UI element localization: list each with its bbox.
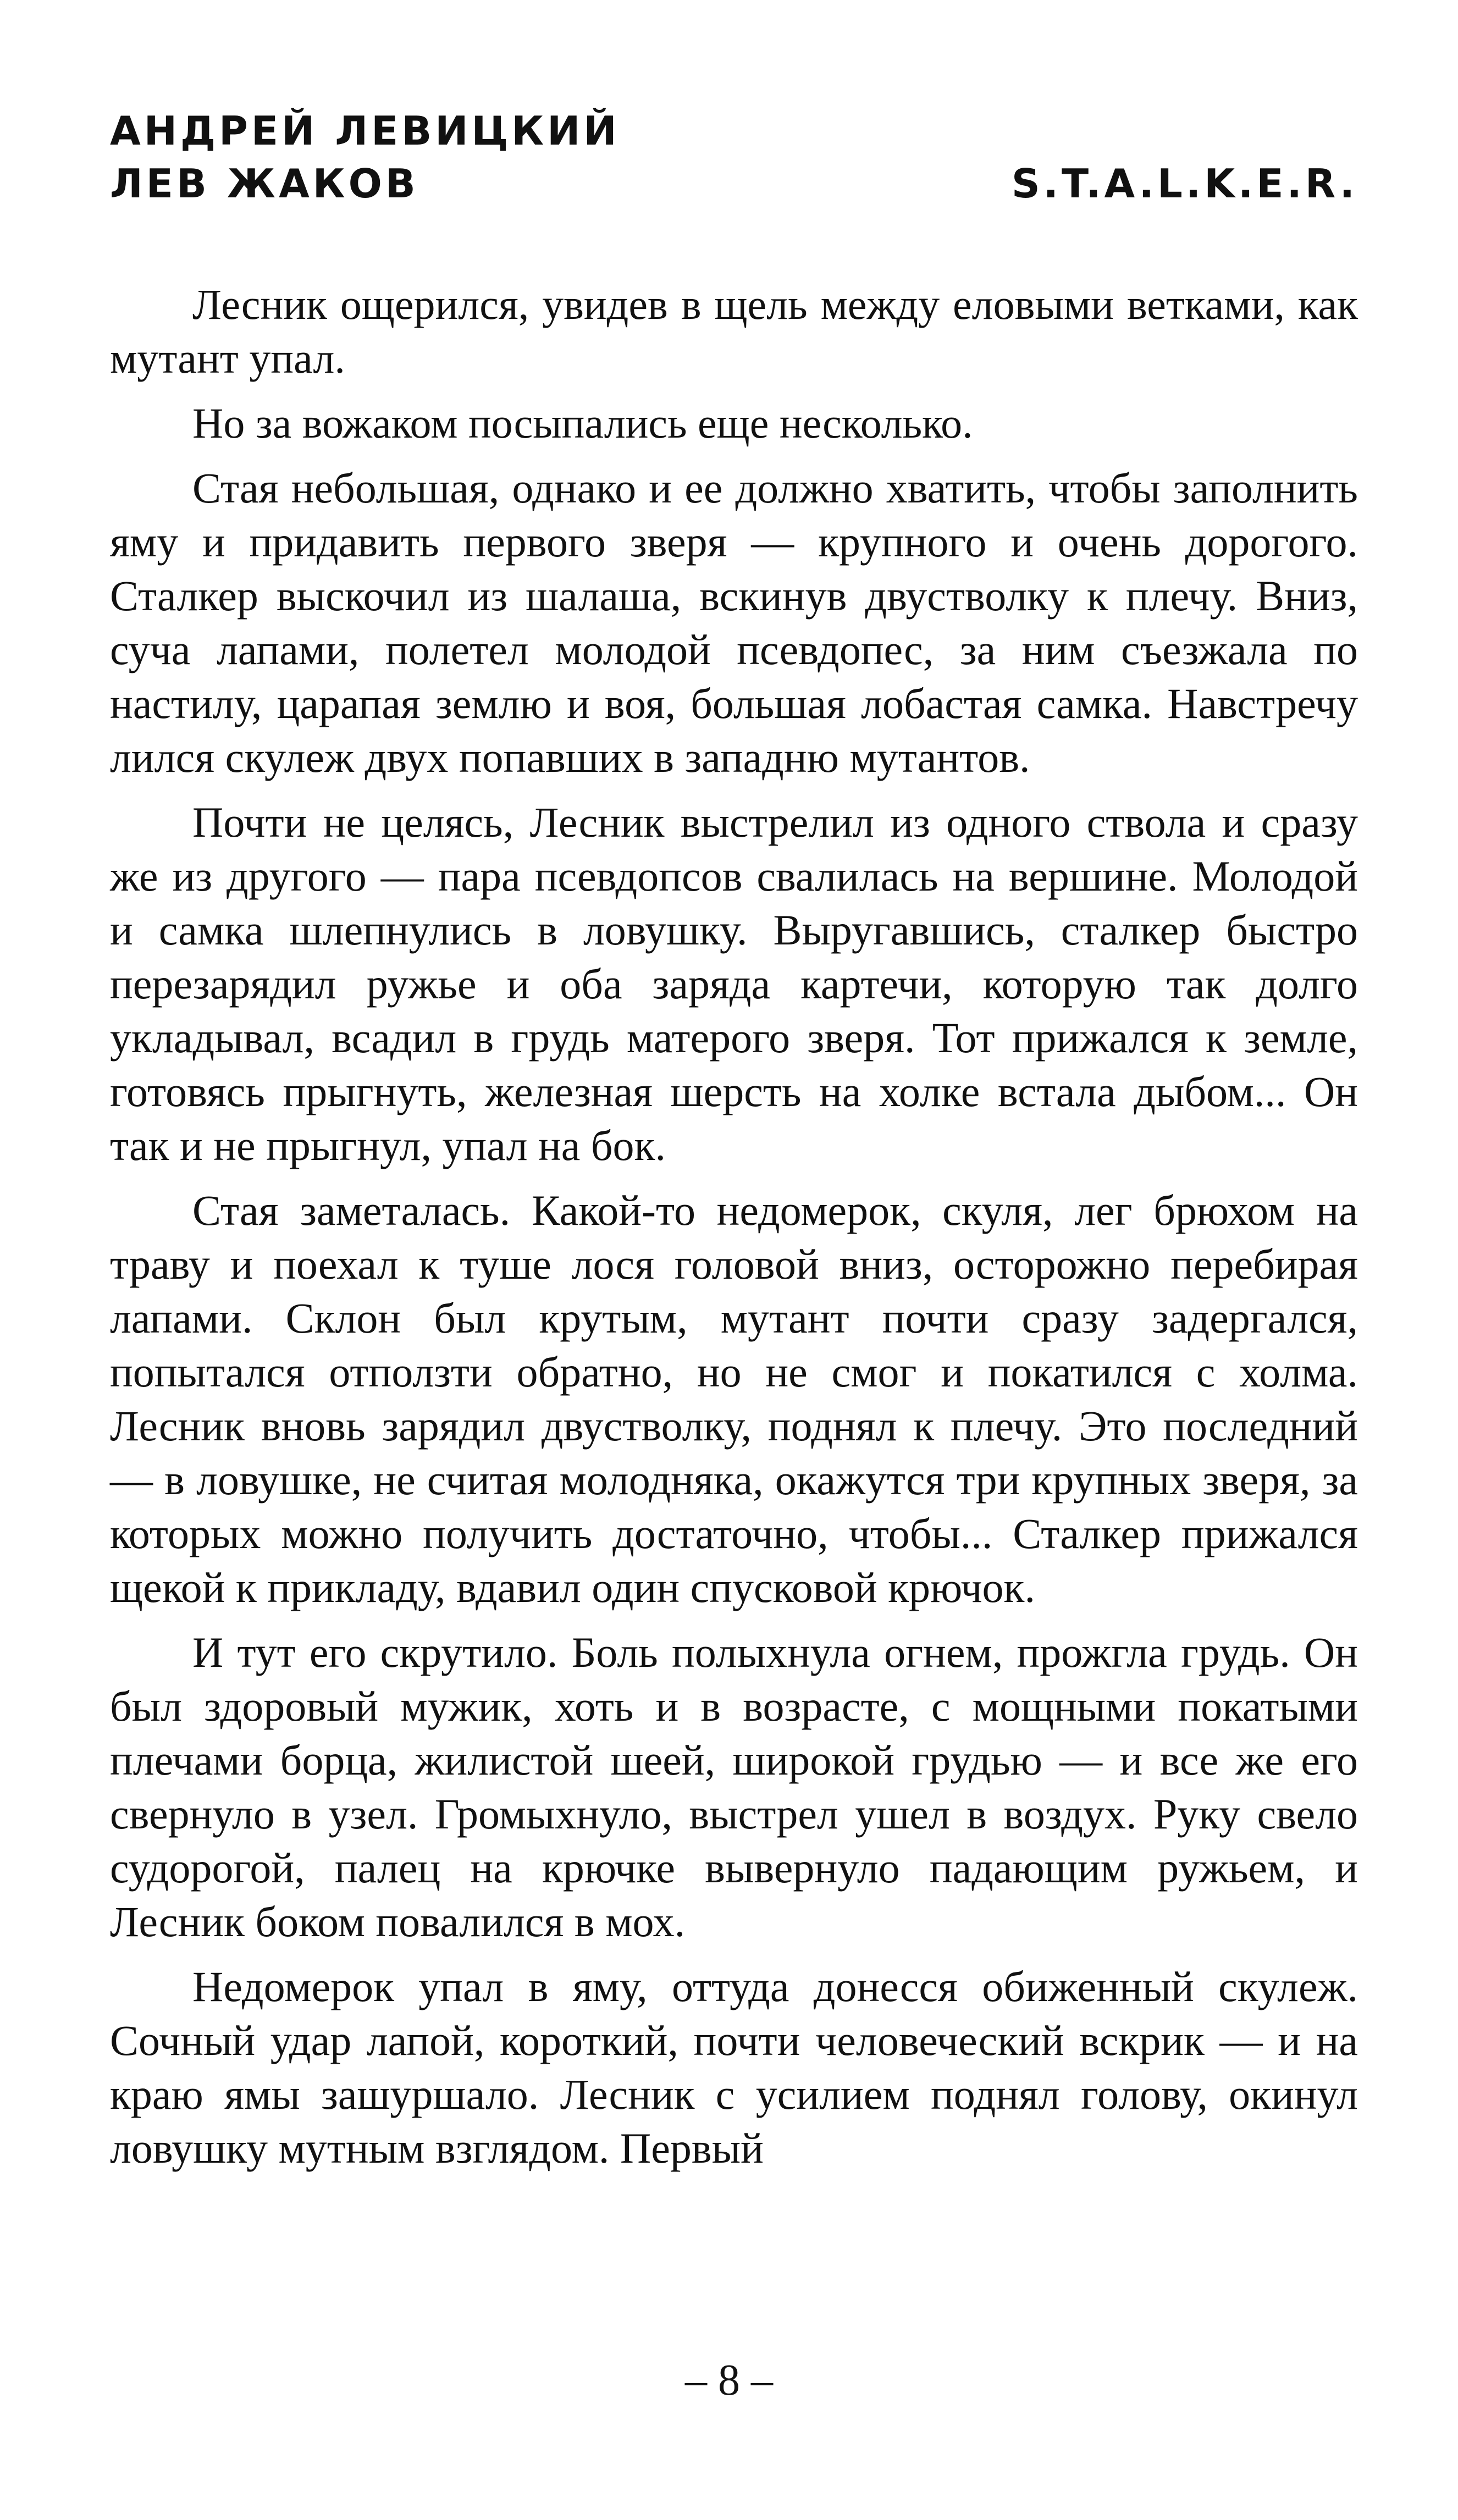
paragraph: Стая заметалась. Какой-то недомерок, скуля, лег брюхом на траву и поехал к туше лося головой вниз, осторожно перебирая лапами. Склон был крутым, мутант почти сразу задергался, попытался отползти обратно, но не смог и покатился с холма. Лесник вновь зарядил двустволку, поднял к плечу. Это последний — в ловушке, не считая молодняка, окажутся три крупных зверя, за которых можно получить достаточно, чтобы... Сталкер прижался щекой к прикладу, вдавил один спусковой крючок. [110, 1186, 1358, 1611]
paragraph: Лесник ощерился, увидев в щель между еловыми ветками, как мутант упал. [110, 280, 1358, 382]
author-name: ЛЕВ ЖАКОВ [110, 161, 419, 207]
paragraph: Почти не целясь, Лесник выстрелил из одного ствола и сразу же из другого — пара псевдопсов свалилась на вершине. Молодой и самка шлепнулись в ловушку. Выругавшись, сталкер быстро перезарядил ружье и оба заряда картечи, которую так долго укладывал, всадил в грудь матерого зверя. Тот прижался к земле, готовясь прыгнуть, железная шерсть на холке встала дыбом... Он так и не прыгнул, упал на бок. [110, 798, 1358, 1169]
page-number: – 8 – [685, 2356, 773, 2405]
paragraph: Стая небольшая, однако и ее должно хватить, чтобы заполнить яму и придавить первого зверя — крупного и очень дорогого. Сталкер выскочил из шалаша, вскинув двустволку к плечу. Вниз, суча лапами, полетел молодой псевдопес, за ним съезжала по настилу, царапая землю и воя, большая лобастая самка. Навстречу лился скулеж двух попавших в западню мутантов. [110, 464, 1358, 781]
body-text [110, 278, 1358, 2186]
series-title: S.T.A.L.K.E.R. [1011, 161, 1358, 207]
author-name: АНДРЕЙ ЛЕВИЦКИЙ [110, 108, 620, 154]
running-header [110, 104, 1358, 210]
paragraph: Недомерок упал в яму, оттуда донесся обиженный скулеж. Сочный удар лапой, короткий, почти человеческий вскрик — и на краю ямы зашуршало. Лесник с усилием поднял голову, окинул ловушку мутным взглядом. Первый [110, 1963, 1358, 2172]
paragraph: Но за вожаком посыпались еще несколько. [192, 399, 973, 447]
paragraph: И тут его скрутило. Боль полыхнула огнем, прожгла грудь. Он был здоровый мужик, хоть и в возрасте, с мощными покатыми плечами борца, жилистой шеей, широкой грудью — и все же его свернуло в узел. Громыхнуло, выстрел ушел в воздух. Руку свело судорогой, палец на крючке вывернуло падающим ружьем, и Лесник боком повалился в мох. [110, 1628, 1358, 1946]
